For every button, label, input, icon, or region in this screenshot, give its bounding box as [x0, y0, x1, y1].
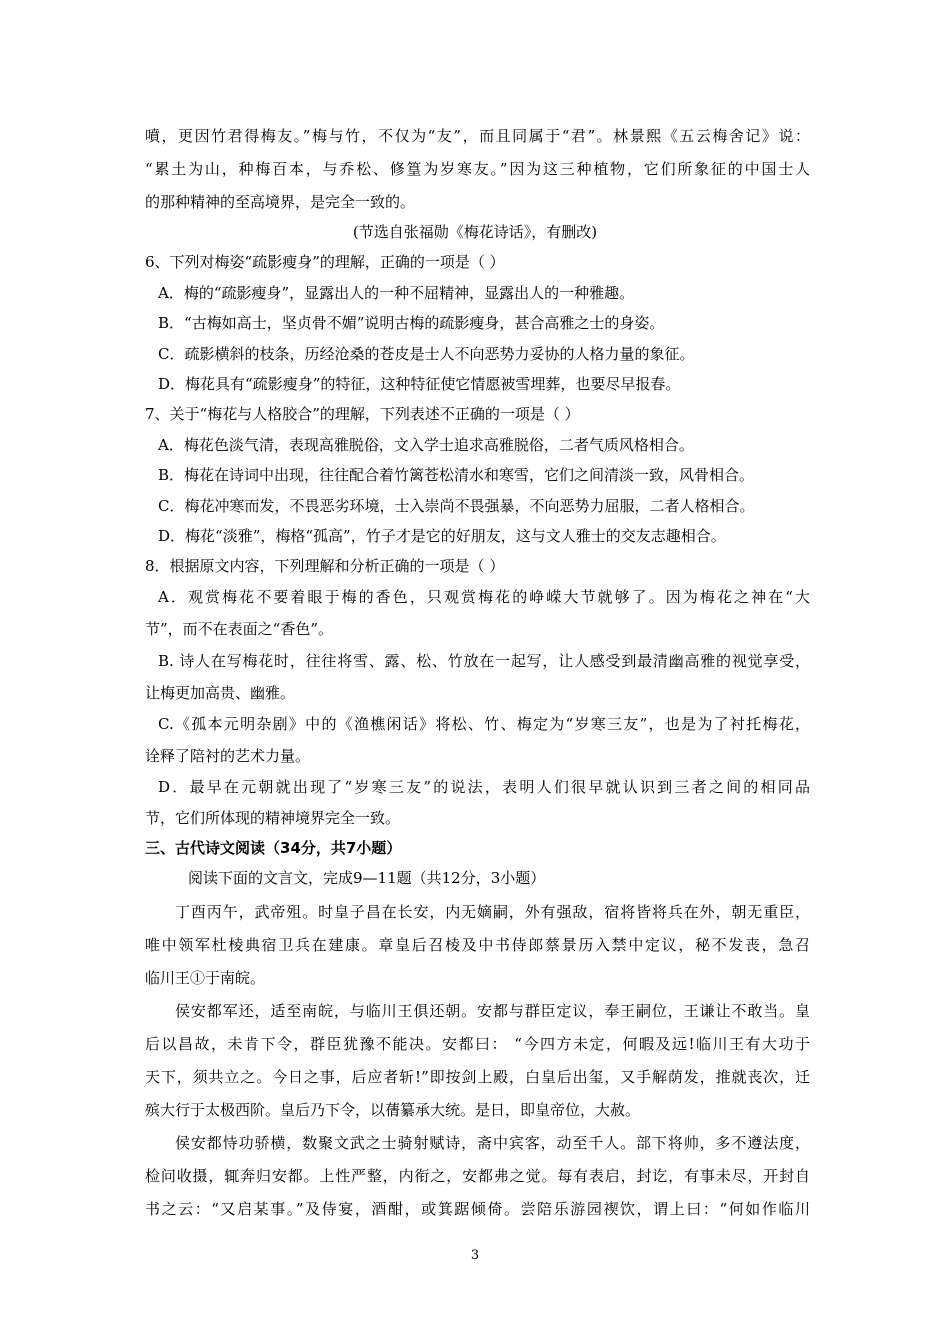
option-6c: C．疏影横斜的枝条，历经沧桑的苍皮是士人不向恶势力妥协的人格力量的象征。 [158, 345, 695, 363]
option-6b: B．“古梅如高士，坚贞骨不媚”说明古梅的疏影瘦身，甚合高雅之士的身姿。 [158, 314, 665, 332]
option-8c: C.《孤本元明杂剧》中的《渔樵闲话》将松、竹、梅定为“岁寒三友”，也是为了衬托梅花， [158, 715, 810, 733]
option-6a: A．梅的“疏影瘦身”，显露出人的一种不屈精神，显露出人的一种雅趣。 [158, 284, 635, 302]
option-7a: A．梅花色淡气清，表现高雅脱俗，文入学士追求高雅脱俗，二者气质风格相合。 [158, 436, 694, 454]
option-7c: C．梅花冲寒而发，不畏恶劣环境，士入崇尚不畏强暴，不向恶势力屈服，二者人格相合。 [158, 497, 755, 515]
option-8a-cont: 节”，而不在表面之“香色”。 [145, 620, 334, 638]
option-8d: D．最早在元朝就出现了“岁寒三友”的说法，表明人们很早就认识到三者之间的相同品 [158, 778, 810, 796]
instruction: 阅读下面的文言文，完成9—11题（共12分，3小题） [188, 869, 546, 887]
option-8b-cont: 让梅更加高贵、幽雅。 [145, 684, 296, 702]
passage-line: 天下，须共立之。今日之事，后应者斩!”即按剑上殿，白皇后出玺，又手解荫发，推就丧次，迁 [145, 1068, 810, 1086]
option-7d: D．梅花“淡雅”，梅格“孤高”，竹子才是它的好朋友，这与文人雅士的交友志趣相合。 [158, 527, 726, 545]
option-7b: B．梅花在诗词中出现，往往配合着竹篱苍松清水和寒雪，它们之间清淡一致，风骨相合。 [158, 466, 755, 484]
passage-line: 后以昌故，未肯下令，群臣犹豫不能决。安都曰： “今四方未定，何暇及远!临川王有大功于 [145, 1035, 810, 1053]
text-line: 的那种精神的至高境界，是完全一致的。 [145, 193, 416, 211]
passage-line: 检问收摄，辄奔归安都。上性严整，内衔之，安都弗之觉。每有表启，封讫，有事未尽，开封自 [145, 1167, 810, 1185]
question-8: 8．根据原文内容，下列理解和分析正确的一项是（ ） [145, 557, 505, 575]
passage-line: 侯安都恃功骄横，数聚文武之士骑射赋诗，斋中宾客，动至千人。部下将帅，多不遵法度， [175, 1134, 810, 1152]
option-6d: D．梅花具有“疏影瘦身”的特征，这种特征使它情愿被雪埋葬，也要尽早报春。 [158, 375, 681, 393]
passage-line: 侯安都军还，适至南皖，与临川王俱还朝。安都与群臣定议，奉王嗣位，王谦让不敢当。皇 [175, 1002, 810, 1020]
text-line: 噴，更因竹君得梅友。”梅与竹，不仅为“友”，而且同属于“君”。林景熙《五云梅舍记》说： [145, 127, 810, 145]
option-8a: A．观赏梅花不要着眼于梅的香色，只观赏梅花的峥嵘大节就够了。因为梅花之神在“大 [158, 588, 810, 606]
source-citation: (节选自张福勋《梅花诗话》，有删改) [352, 223, 598, 241]
question-7: 7、关于“梅花与人格胶合”的理解，下列表述不正确的一项是（ ） [145, 405, 580, 423]
passage-line: 丁酉丙午，武帝殂。时皇子昌在长安，内无嫡嗣，外有强敌，宿将皆将兵在外，朝无重臣， [175, 903, 810, 921]
option-8c-cont: 诠释了陪衬的艺术力量。 [145, 747, 311, 765]
section-heading: 三、古代诗文阅读（34分，共7小题） [145, 839, 402, 857]
page-number: 3 [470, 1248, 480, 1263]
question-6: 6、下列对梅姿“疏影瘦身”的理解，正确的一项是（ ） [145, 253, 505, 271]
option-8b: B. 诗人在写梅花时，往往将雪、露、松、竹放在一起写，让人感受到最清幽高雅的视觉享受， [158, 652, 810, 670]
passage-line: 书之云：“又启某事。”及侍宴，酒酣，或箕踞倾倚。尝陪乐游园禊饮，谓上曰：“何如作临川 [145, 1200, 810, 1218]
text-line: “累土为山，种梅百本，与乔松、修篁为岁寒友。”因为这三种植物，它们所象征的中国士人 [145, 160, 810, 178]
passage-line: 唯中领军杜棱典宿卫兵在建康。章皇后召棱及中书侍郎蔡景历入禁中定议，秘不发丧，急召 [145, 936, 810, 954]
option-8d-cont: 节，它们所体现的精神境界完全一致。 [145, 809, 401, 827]
passage-line: 殡大行于太极西阶。皇后乃下令，以蒨纂承大统。是日，即皇帝位，大赦。 [145, 1101, 641, 1119]
passage-line: 临川王①于南皖。 [145, 969, 266, 987]
